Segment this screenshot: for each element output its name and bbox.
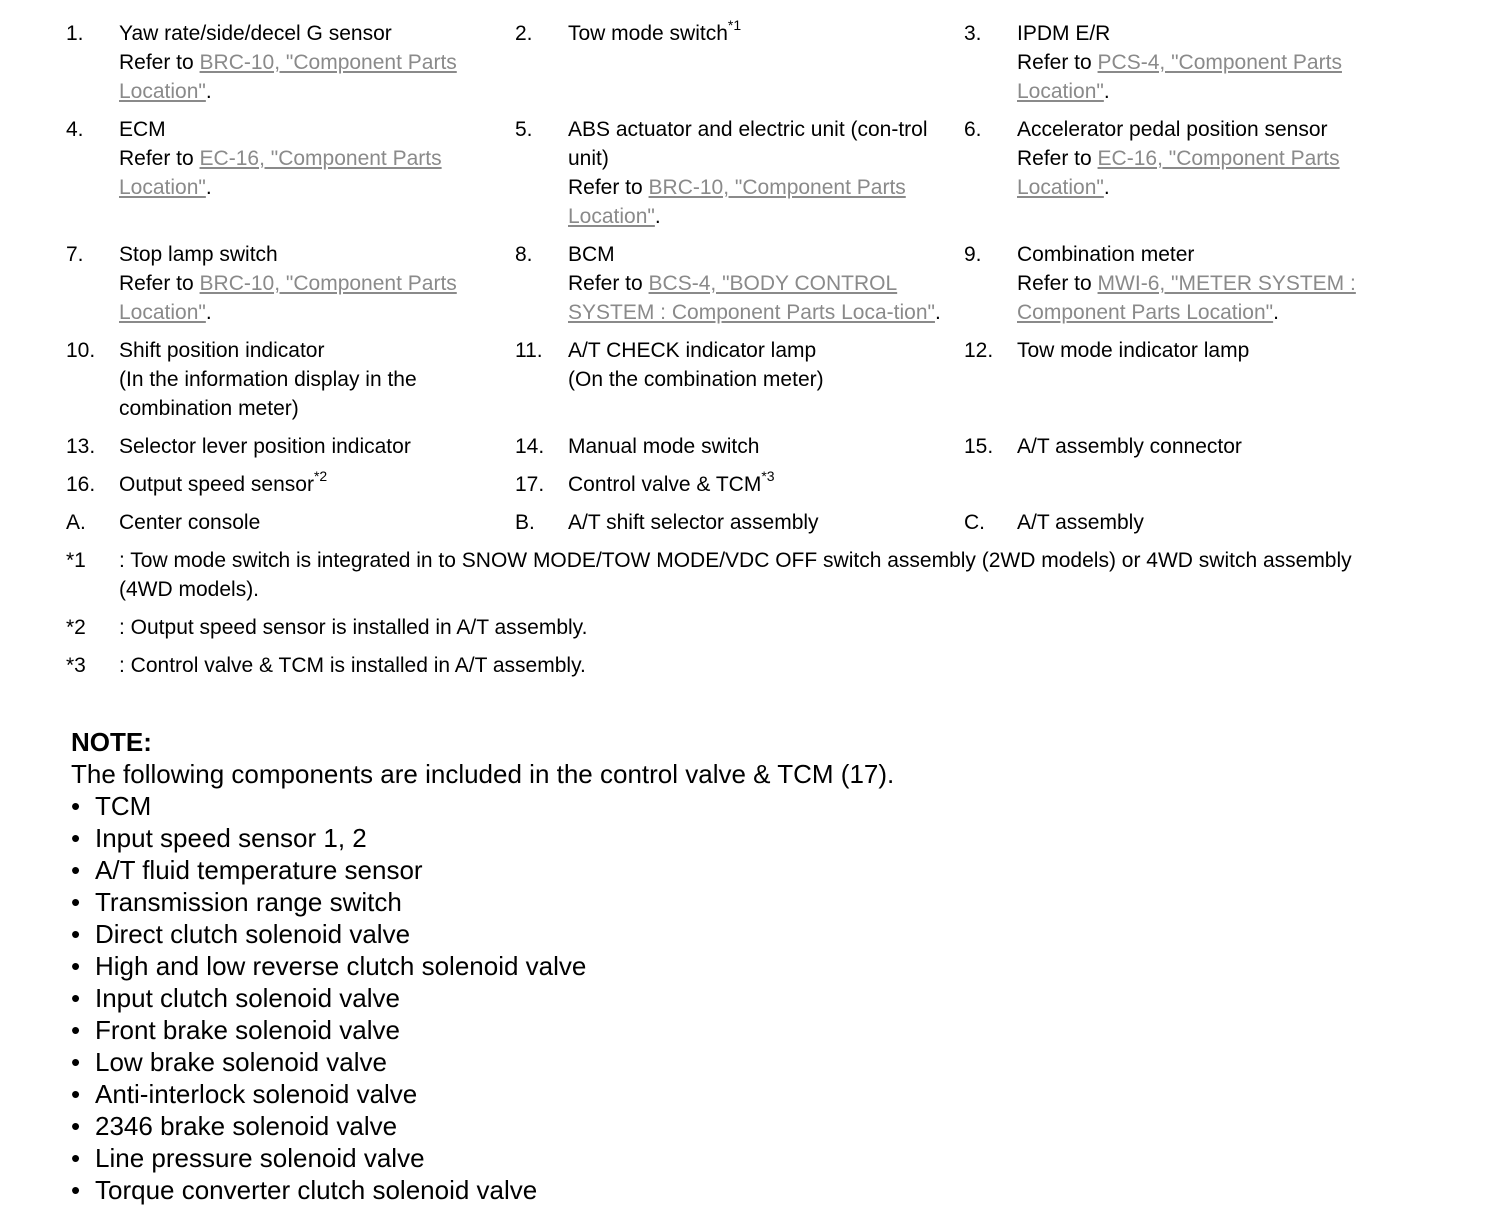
reference-prefix: Refer to xyxy=(1017,51,1098,74)
reference-link[interactable]: PCS-4, "Component Parts Location" xyxy=(1017,51,1342,103)
item-name: Combination meter xyxy=(1017,243,1195,266)
item-body xyxy=(119,508,509,537)
item-name-line xyxy=(119,336,509,365)
legend-row xyxy=(66,240,1446,327)
legend-row xyxy=(66,470,1446,499)
item-body xyxy=(119,19,509,106)
footnote-mark: *3 xyxy=(66,654,86,677)
legend-item xyxy=(66,432,515,461)
component-legend xyxy=(66,19,1446,689)
item-body xyxy=(1017,115,1407,231)
item-name: ECM xyxy=(119,118,166,141)
legend-row xyxy=(66,508,1446,537)
reference-suffix: . xyxy=(205,80,212,103)
item-name: Stop lamp switch xyxy=(119,243,278,266)
note-intro: The following components are included in the control valve & TCM (17). xyxy=(71,759,895,789)
item-number: C. xyxy=(964,511,985,534)
item-body xyxy=(568,432,958,461)
item-body xyxy=(119,336,509,423)
item-name-line xyxy=(1017,336,1407,365)
item-body xyxy=(1017,19,1407,106)
bullet-icon: • xyxy=(71,919,81,949)
item-name-line xyxy=(119,19,509,48)
legend-row xyxy=(66,115,1446,231)
item-number: 6. xyxy=(964,118,982,141)
note-list-item xyxy=(71,790,1271,822)
item-body xyxy=(568,115,958,231)
note-item-text: A/T fluid temperature sensor xyxy=(95,855,423,885)
item-body xyxy=(568,336,958,423)
item-reference xyxy=(1017,144,1407,202)
reference-prefix: Refer to xyxy=(1017,147,1098,170)
note-list-item xyxy=(71,854,1271,886)
reference-suffix: . xyxy=(1273,301,1279,324)
item-name: A/T shift selector assembly xyxy=(568,511,819,534)
item-name-line xyxy=(568,508,958,537)
item-number: 1. xyxy=(66,22,84,45)
note-item-text: Input speed sensor 1, 2 xyxy=(95,823,367,853)
note-list xyxy=(71,790,1271,1206)
bullet-icon: • xyxy=(71,1079,81,1109)
footnote xyxy=(66,613,1446,642)
reference-link[interactable]: MWI-6, "METER SYSTEM : Component Parts Location" xyxy=(1017,272,1356,324)
item-reference xyxy=(119,144,509,202)
item-name-line xyxy=(119,115,509,144)
footnote-text: : Output speed sensor is installed in A/T assembly. xyxy=(119,616,588,639)
footnote-text: : Control valve & TCM is installed in A/T assembly. xyxy=(119,654,586,677)
note-item-text: 2346 brake solenoid valve xyxy=(95,1111,398,1141)
item-name: Yaw rate/side/decel G sensor xyxy=(119,22,392,45)
item-body xyxy=(568,240,958,327)
bullet-icon: • xyxy=(71,1111,81,1141)
item-number: 11. xyxy=(515,339,543,362)
item-name-line xyxy=(1017,432,1407,461)
item-number: 17. xyxy=(515,473,545,496)
item-body xyxy=(568,470,958,499)
item-name: ABS actuator and electric unit (con-trol unit) xyxy=(568,118,928,170)
reference-prefix: Refer to xyxy=(568,272,649,295)
legend-item xyxy=(515,432,964,461)
item-name: Control valve & TCM xyxy=(568,473,762,496)
legend-item xyxy=(66,508,515,537)
footnote-mark: *1 xyxy=(66,549,86,572)
footnote-mark: *2 xyxy=(66,616,86,639)
item-body xyxy=(568,19,958,106)
note-item-text: TCM xyxy=(95,791,152,821)
item-name-line xyxy=(568,115,958,173)
item-number: 13. xyxy=(66,435,96,458)
legend-item xyxy=(66,470,515,499)
item-number: 15. xyxy=(964,435,994,458)
note-item-text: Front brake solenoid valve xyxy=(95,1015,400,1045)
item-number: 10. xyxy=(66,339,96,362)
item-body xyxy=(1017,240,1407,327)
bullet-icon: • xyxy=(71,823,81,853)
note-item-text: Anti-interlock solenoid valve xyxy=(95,1079,418,1109)
bullet-icon: • xyxy=(71,887,81,917)
item-body xyxy=(119,240,509,327)
reference-suffix: . xyxy=(934,301,941,324)
legend-item xyxy=(66,115,515,231)
note-list-item xyxy=(71,1142,1271,1174)
reference-suffix: . xyxy=(205,176,212,199)
legend-item xyxy=(515,19,964,106)
footnote-text: : Tow mode switch is integrated in to SNOW MODE/TOW MODE/VDC OFF switch assembly (2WD models) or 4WD switch assembly (4WD models). xyxy=(119,549,1352,601)
item-name-line xyxy=(568,19,958,48)
note-list-item xyxy=(71,1110,1271,1142)
item-name-line xyxy=(1017,508,1407,537)
item-name: Manual mode switch xyxy=(568,435,760,458)
footnote-ref: *3 xyxy=(761,468,775,484)
reference-prefix: Refer to xyxy=(1017,272,1098,295)
bullet-icon: • xyxy=(71,791,81,821)
legend-item xyxy=(964,432,1413,461)
reference-link[interactable]: BRC-10, "Component Parts Location" xyxy=(119,272,457,324)
legend-item xyxy=(66,336,515,423)
reference-link[interactable]: BRC-10, "Component Parts Location" xyxy=(568,176,906,228)
item-body xyxy=(568,508,958,537)
item-name: Center console xyxy=(119,511,261,534)
item-number: 16. xyxy=(66,473,96,496)
item-body xyxy=(1017,336,1407,423)
item-number: 3. xyxy=(964,22,982,45)
item-name-line xyxy=(1017,240,1407,269)
legend-item xyxy=(964,115,1413,231)
item-name: A/T assembly connector xyxy=(1017,435,1242,458)
item-name-line xyxy=(568,470,958,499)
item-body xyxy=(119,470,509,499)
item-name: Shift position indicator xyxy=(119,339,325,362)
note-item-text: Transmission range switch xyxy=(95,887,402,917)
footnote xyxy=(66,651,1446,680)
legend-item xyxy=(964,508,1413,537)
legend-item xyxy=(66,240,515,327)
item-name-line xyxy=(119,508,509,537)
note-item-text: High and low reverse clutch solenoid valve xyxy=(95,951,587,981)
item-name-line xyxy=(119,470,509,499)
item-name-line xyxy=(568,432,958,461)
item-detail: (On the combination meter) xyxy=(568,368,824,391)
legend-row xyxy=(66,19,1446,106)
bullet-icon: • xyxy=(71,1015,81,1045)
item-body xyxy=(119,115,509,231)
bullet-icon: • xyxy=(71,983,81,1013)
item-name: Output speed sensor xyxy=(119,473,314,496)
legend-item xyxy=(515,508,964,537)
reference-suffix: . xyxy=(1103,80,1110,103)
item-name-line xyxy=(1017,19,1407,48)
item-reference xyxy=(119,48,509,106)
item-reference xyxy=(119,269,509,327)
item-name-line xyxy=(1017,115,1407,144)
note-item-text: Low brake solenoid valve xyxy=(95,1047,387,1077)
item-number: 5. xyxy=(515,118,533,141)
item-name: A/T CHECK indicator lamp xyxy=(568,339,817,362)
item-detail: (In the information display in the combination meter) xyxy=(119,368,417,420)
item-body xyxy=(1017,508,1407,537)
item-name-line xyxy=(568,336,958,365)
item-number: B. xyxy=(515,511,535,534)
note-list-item xyxy=(71,1014,1271,1046)
item-reference xyxy=(568,173,958,231)
item-name-line xyxy=(568,240,958,269)
bullet-icon: • xyxy=(71,1143,81,1173)
item-number: 9. xyxy=(964,243,982,266)
reference-link[interactable]: EC-16, "Component Parts Location" xyxy=(119,147,442,199)
note-item-text: Torque converter clutch solenoid valve xyxy=(95,1175,538,1205)
reference-prefix: Refer to xyxy=(119,272,200,295)
legend-item xyxy=(515,470,964,499)
legend-item xyxy=(515,115,964,231)
reference-suffix: . xyxy=(1103,176,1110,199)
item-name: BCM xyxy=(568,243,615,266)
bullet-icon: • xyxy=(71,855,81,885)
item-name: Selector lever position indicator xyxy=(119,435,411,458)
note-list-item xyxy=(71,1046,1271,1078)
legend-item xyxy=(515,240,964,327)
legend-item xyxy=(66,19,515,106)
footnote-ref: *1 xyxy=(727,17,742,33)
reference-link[interactable]: BCS-4, "BODY CONTROL SYSTEM : Component Parts Loca-tion" xyxy=(568,272,935,324)
item-name-line xyxy=(119,240,509,269)
item-name: IPDM E/R xyxy=(1017,22,1111,45)
item-body xyxy=(119,432,509,461)
note-list-item xyxy=(71,1078,1271,1110)
note-item-text: Direct clutch solenoid valve xyxy=(95,919,411,949)
reference-link[interactable]: BRC-10, "Component Parts Location" xyxy=(119,51,457,103)
reference-suffix: . xyxy=(205,301,212,324)
reference-suffix: . xyxy=(654,205,661,228)
note-item-text: Line pressure solenoid valve xyxy=(95,1143,425,1173)
item-reference xyxy=(1017,48,1407,106)
item-number: 12. xyxy=(964,339,994,362)
item-name-line xyxy=(119,432,509,461)
legend-item xyxy=(964,336,1413,423)
item-reference xyxy=(568,269,958,327)
bullet-icon: • xyxy=(71,1047,81,1077)
item-number: 4. xyxy=(66,118,84,141)
item-number: 7. xyxy=(66,243,84,266)
bullet-icon: • xyxy=(71,951,81,981)
item-reference xyxy=(1017,269,1407,327)
item-name: Tow mode indicator lamp xyxy=(1017,339,1250,362)
legend-item xyxy=(964,240,1413,327)
note-list-item xyxy=(71,918,1271,950)
note-list-item xyxy=(71,1174,1271,1206)
footnote-ref: *2 xyxy=(313,468,328,484)
note-section xyxy=(71,726,1271,1206)
note-list-item xyxy=(71,822,1271,854)
reference-link[interactable]: EC-16, "Component Parts Location" xyxy=(1017,147,1340,199)
note-heading: NOTE: xyxy=(71,727,152,757)
item-number: 14. xyxy=(515,435,545,458)
item-number: 8. xyxy=(515,243,533,266)
note-list-item xyxy=(71,886,1271,918)
item-name: Tow mode switch xyxy=(568,22,728,45)
legend-item xyxy=(515,336,964,423)
legend-item xyxy=(964,19,1413,106)
reference-prefix: Refer to xyxy=(119,147,200,170)
note-item-text: Input clutch solenoid valve xyxy=(95,983,400,1013)
bullet-icon: • xyxy=(71,1175,81,1205)
item-number: A. xyxy=(66,511,86,534)
item-name: A/T assembly xyxy=(1017,511,1144,534)
item-name: Accelerator pedal position sensor xyxy=(1017,118,1328,141)
note-list-item xyxy=(71,982,1271,1014)
legend-row xyxy=(66,432,1446,461)
item-body xyxy=(1017,432,1407,461)
item-number: 2. xyxy=(515,22,533,45)
reference-prefix: Refer to xyxy=(568,176,649,199)
reference-prefix: Refer to xyxy=(119,51,200,74)
footnote xyxy=(66,546,1446,604)
note-list-item xyxy=(71,950,1271,982)
legend-row xyxy=(66,336,1446,423)
